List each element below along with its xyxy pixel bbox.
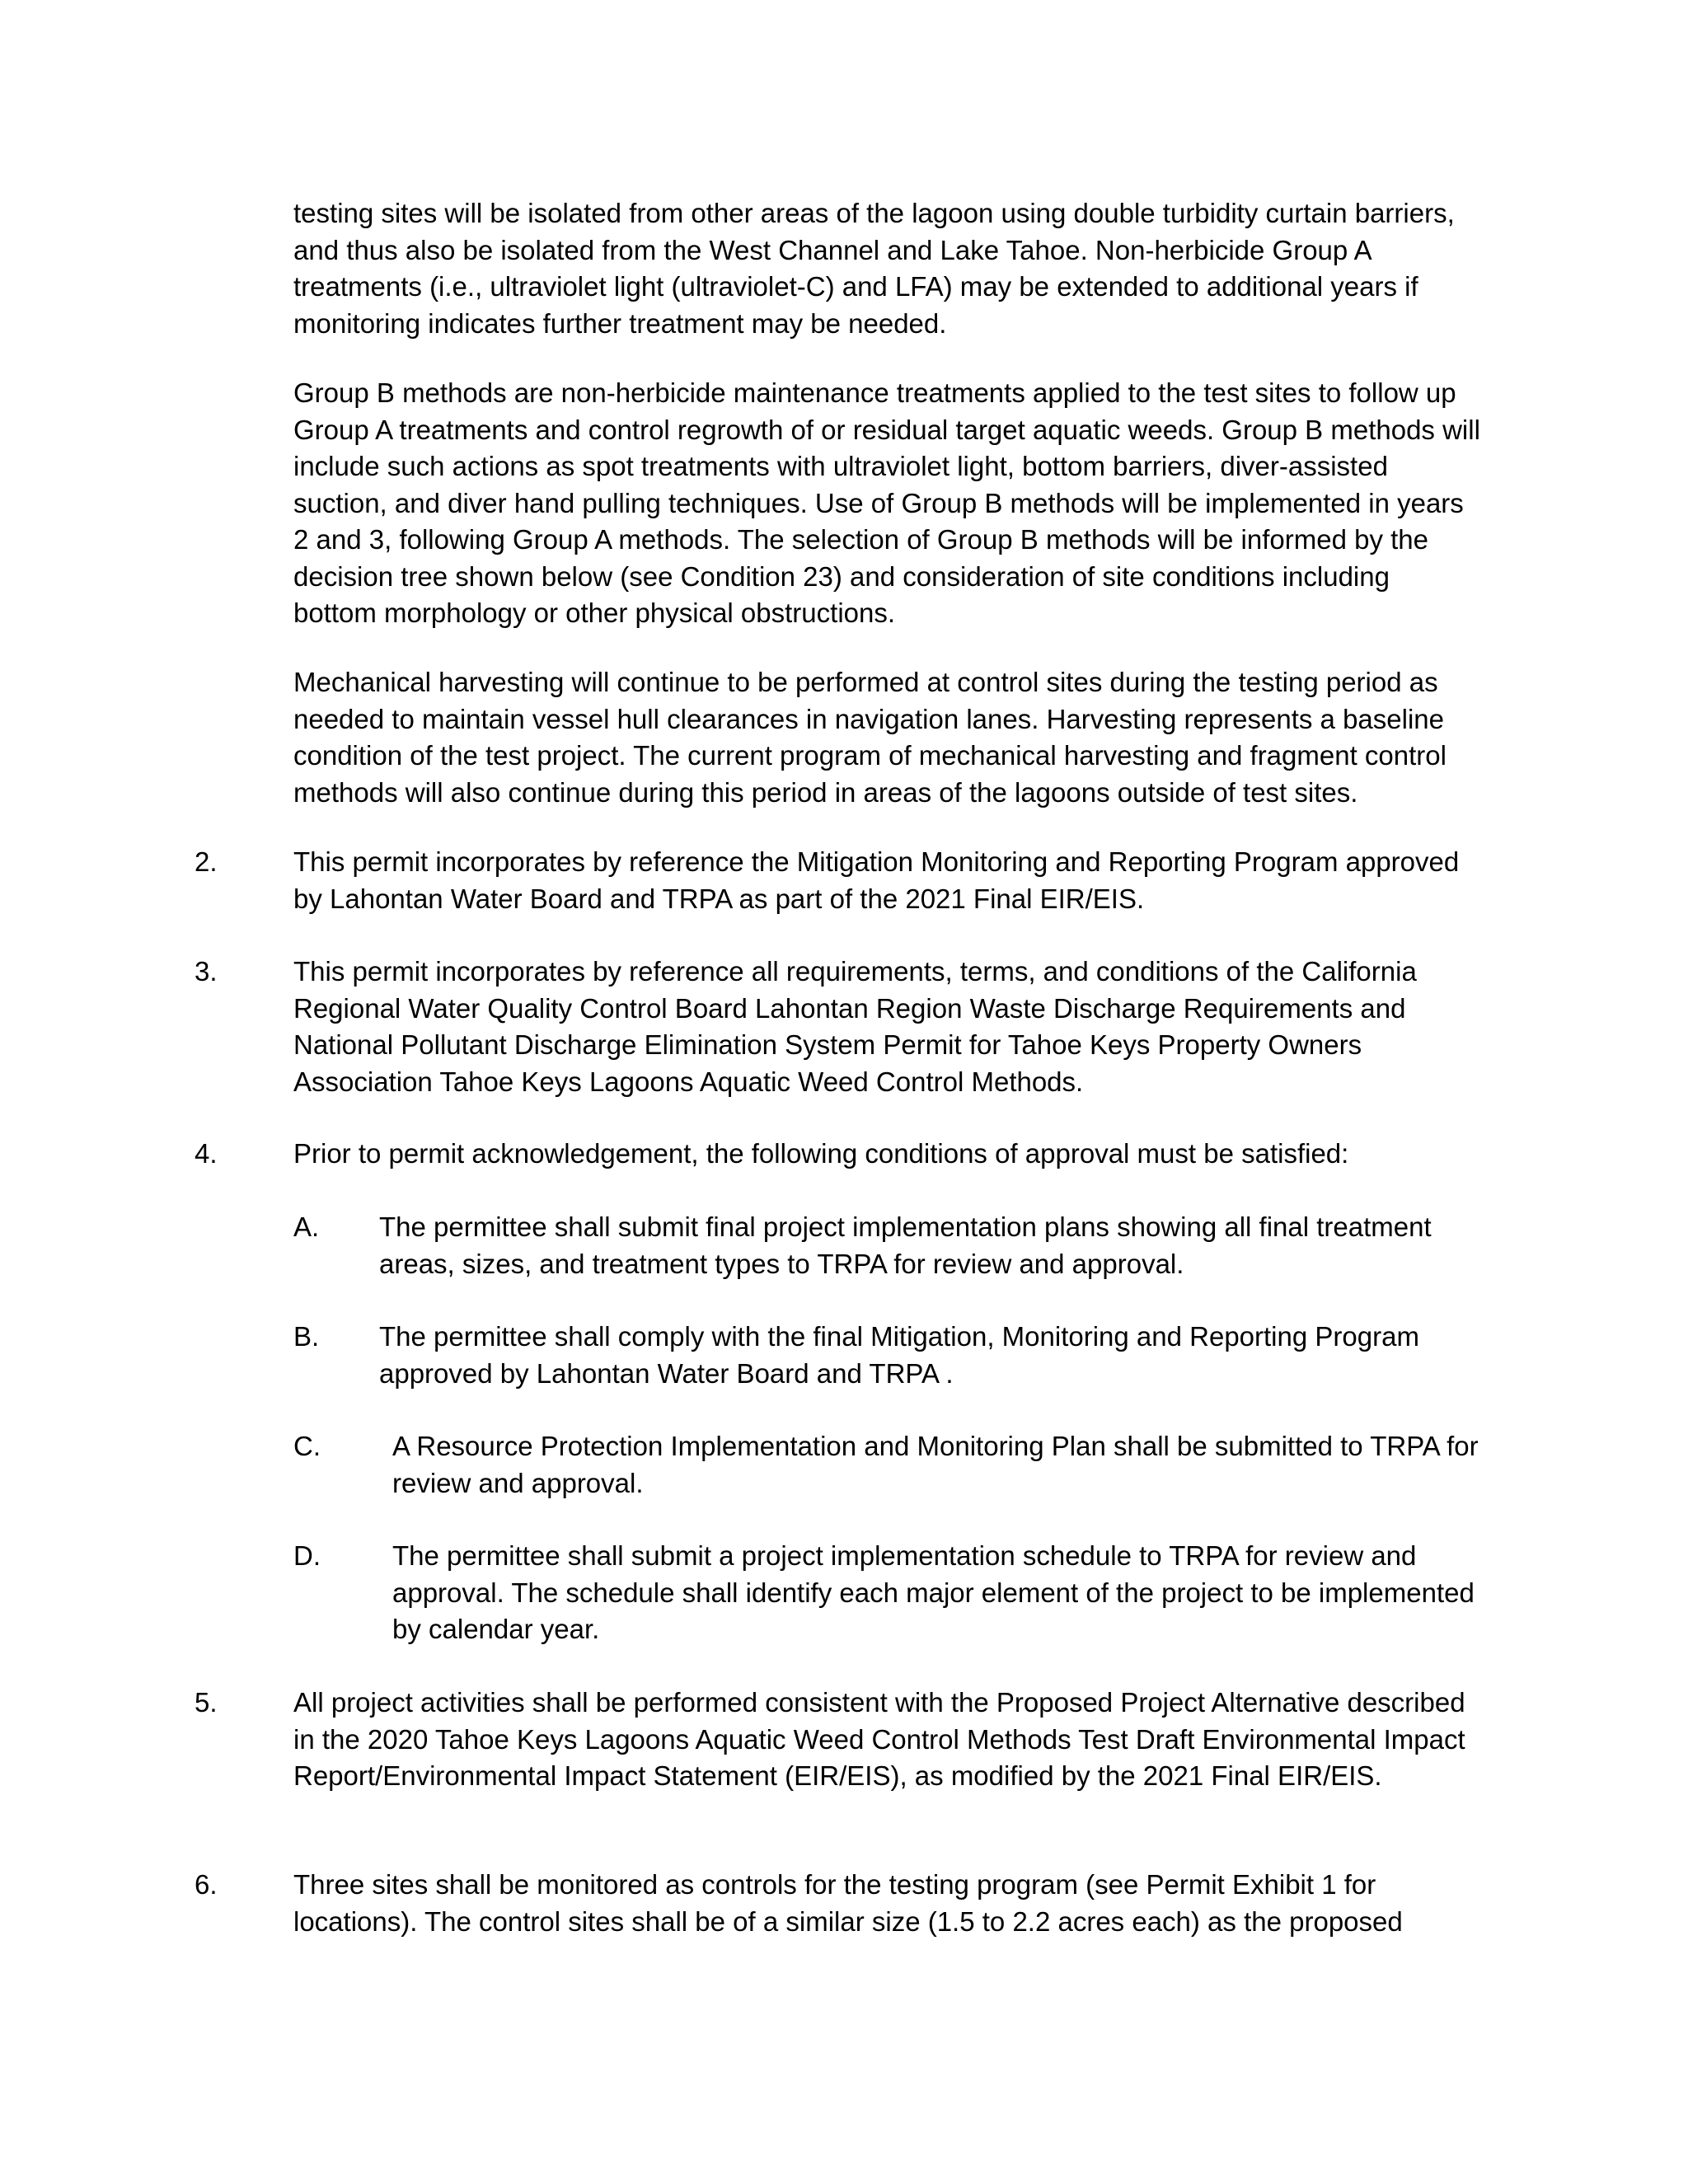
condition-number: 2. — [195, 846, 218, 877]
subcondition-letter: D. — [293, 1540, 321, 1571]
condition-text: This permit incorporates by reference the Mitigation Monitoring and Reporting Program approved by Lahontan Water Board and TRPA as part of the 2021 Final EIR/EIS. — [293, 846, 1460, 914]
condition-number: 4. — [195, 1138, 218, 1169]
paragraph-group-a-continuation: testing sites will be isolated from other areas of the lagoon using double turbidity curtain barriers, and thus also be isolated from the West Channel and Lake Tahoe. Non-herbicide Group A treatments (i.e., ultraviolet light (ultraviolet-C) and LFA) may be extended to additional years if monitoring indicates further treatment may be needed. — [293, 198, 1455, 339]
condition-text: Prior to permit acknowledgement, the following conditions of approval must be satisfied: — [293, 1138, 1349, 1169]
condition-number: 5. — [195, 1687, 218, 1718]
subcondition-text: A Resource Protection Implementation and Monitoring Plan shall be submitted to TRPA for review and approval. — [392, 1431, 1479, 1498]
subcondition-letter: A. — [293, 1212, 320, 1242]
condition-number: 6. — [195, 1869, 218, 1900]
subcondition-text: The permittee shall submit final project implementation plans showing all final treatment areas, sizes, and treatment types to TRPA for review and approval. — [379, 1212, 1432, 1279]
condition-text: This permit incorporates by reference all requirements, terms, and conditions of the California Regional Water Quality Control Board Lahontan Region Waste Discharge Requirements and National Pollutant Discharge Elimination System Permit for Tahoe Keys Property Owners Association Tahoe Keys Lagoons Aquatic Weed Control Methods. — [293, 956, 1417, 1097]
subcondition-letter: C. — [293, 1431, 321, 1461]
paragraph-mechanical-harvesting: Mechanical harvesting will continue to be performed at control sites during the testing period as needed to maintain vessel hull clearances in navigation lanes. Harvesting represents a baseline condition of the test project. The current program of mechanical harvesting and fragment control methods will also continue during this period in areas of the lagoons outside of test sites. — [293, 667, 1447, 808]
subcondition-text: The permittee shall comply with the final Mitigation, Monitoring and Reporting Program approved by Lahontan Water Board and TRPA . — [379, 1321, 1419, 1389]
subcondition-letter: B. — [293, 1321, 320, 1352]
subcondition-text: The permittee shall submit a project implementation schedule to TRPA for review and approval. The schedule shall identify each major element of the project to be implemented by calendar year. — [392, 1540, 1475, 1644]
condition-text: All project activities shall be performed consistent with the Proposed Project Alternative described in the 2020 Tahoe Keys Lagoons Aquatic Weed Control Methods Test Draft Environmental Impact Report/Environmental Impact Statement (EIR/EIS), as modified by the 2021 Final EIR/EIS. — [293, 1687, 1465, 1791]
condition-number: 3. — [195, 956, 218, 987]
condition-text: Three sites shall be monitored as controls for the testing program (see Permit Exhibit 1 for locations). The control sites shall be of a similar size (1.5 to 2.2 acres each) as the proposed — [293, 1869, 1403, 1937]
paragraph-group-b-methods: Group B methods are non-herbicide maintenance treatments applied to the test sites to follow up Group A treatments and control regrowth of or residual target aquatic weeds. Group B methods will include such actions as spot treatments with ultraviolet light, bottom barriers, diver-assisted suction, and diver hand pulling techniques. Use of Group B methods will be implemented in years 2 and 3, following Group A methods. The selection of Group B methods will be informed by the decision tree shown below (see Condition 23) and consideration of site conditions including bottom morphology or other physical obstructions. — [293, 377, 1480, 628]
